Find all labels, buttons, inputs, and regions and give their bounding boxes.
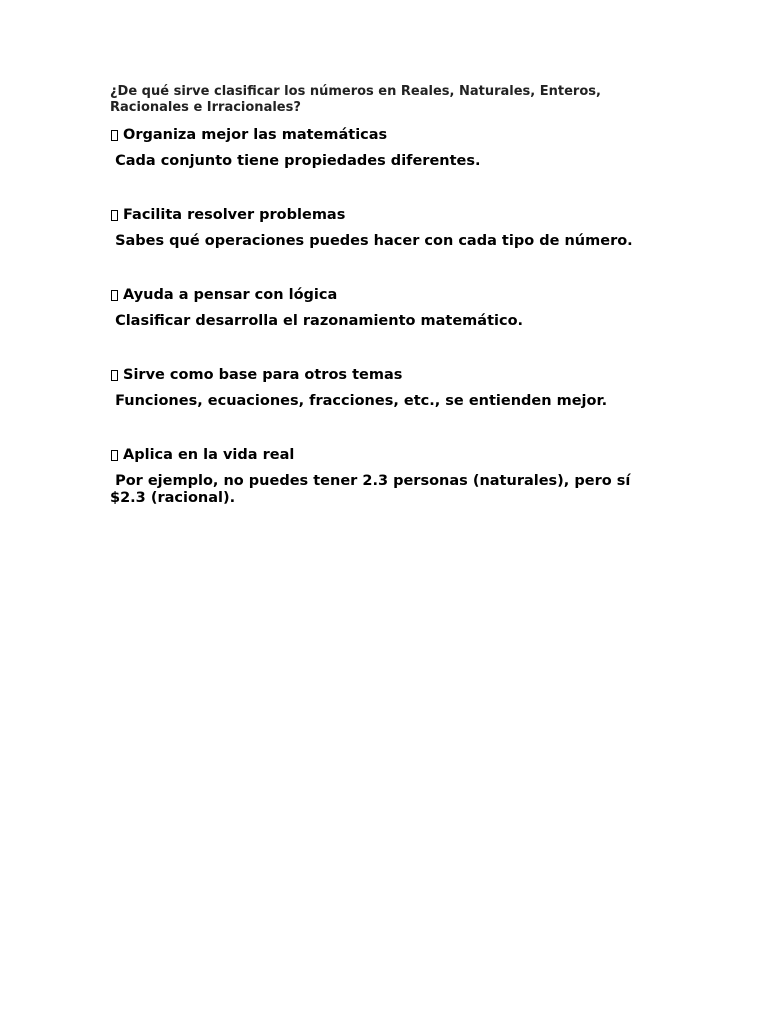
item-spacer: [110, 170, 640, 206]
item-description: Clasificar desarrolla el razonamiento matemático.: [110, 313, 524, 329]
item-title-text: Ayuda a pensar con lógica: [123, 287, 338, 303]
item-description: Funciones, ecuaciones, fracciones, etc., se entienden mejor.: [110, 393, 608, 409]
item-title-text: Sirve como base para otros temas: [123, 367, 403, 383]
item-description: Sabes qué operaciones puedes hacer con cada tipo de número.: [110, 233, 633, 249]
missing-glyph-box-icon: [111, 450, 118, 461]
missing-glyph-box-icon: [111, 370, 118, 381]
missing-glyph-box-icon: [111, 290, 118, 301]
list-item: [110, 126, 640, 170]
document-question: ¿De qué sirve clasificar los números en Reales, Naturales, Enteros, Racionales e Irracionales?: [110, 84, 601, 115]
document-body: [110, 84, 640, 507]
list-item: [110, 206, 640, 250]
item-title: [110, 446, 640, 464]
list-item: [110, 366, 640, 410]
item-title: [110, 206, 640, 224]
item-title: [110, 126, 640, 144]
item-description: Cada conjunto tiene propiedades diferentes.: [110, 153, 481, 169]
missing-glyph-box-icon: [111, 210, 118, 221]
item-title: [110, 366, 640, 384]
item-description: Por ejemplo, no puedes tener 2.3 personas (naturales), pero sí $2.3 (racional).: [110, 473, 636, 506]
item-title-text: Organiza mejor las matemáticas: [123, 127, 388, 143]
item-title-text: Facilita resolver problemas: [123, 207, 346, 223]
item-spacer: [110, 250, 640, 286]
item-title-text: Aplica en la vida real: [123, 447, 295, 463]
list-item: [110, 286, 640, 330]
list-item: [110, 446, 640, 507]
missing-glyph-box-icon: [111, 130, 118, 141]
item-title: [110, 286, 640, 304]
item-spacer: [110, 330, 640, 366]
item-spacer: [110, 410, 640, 446]
